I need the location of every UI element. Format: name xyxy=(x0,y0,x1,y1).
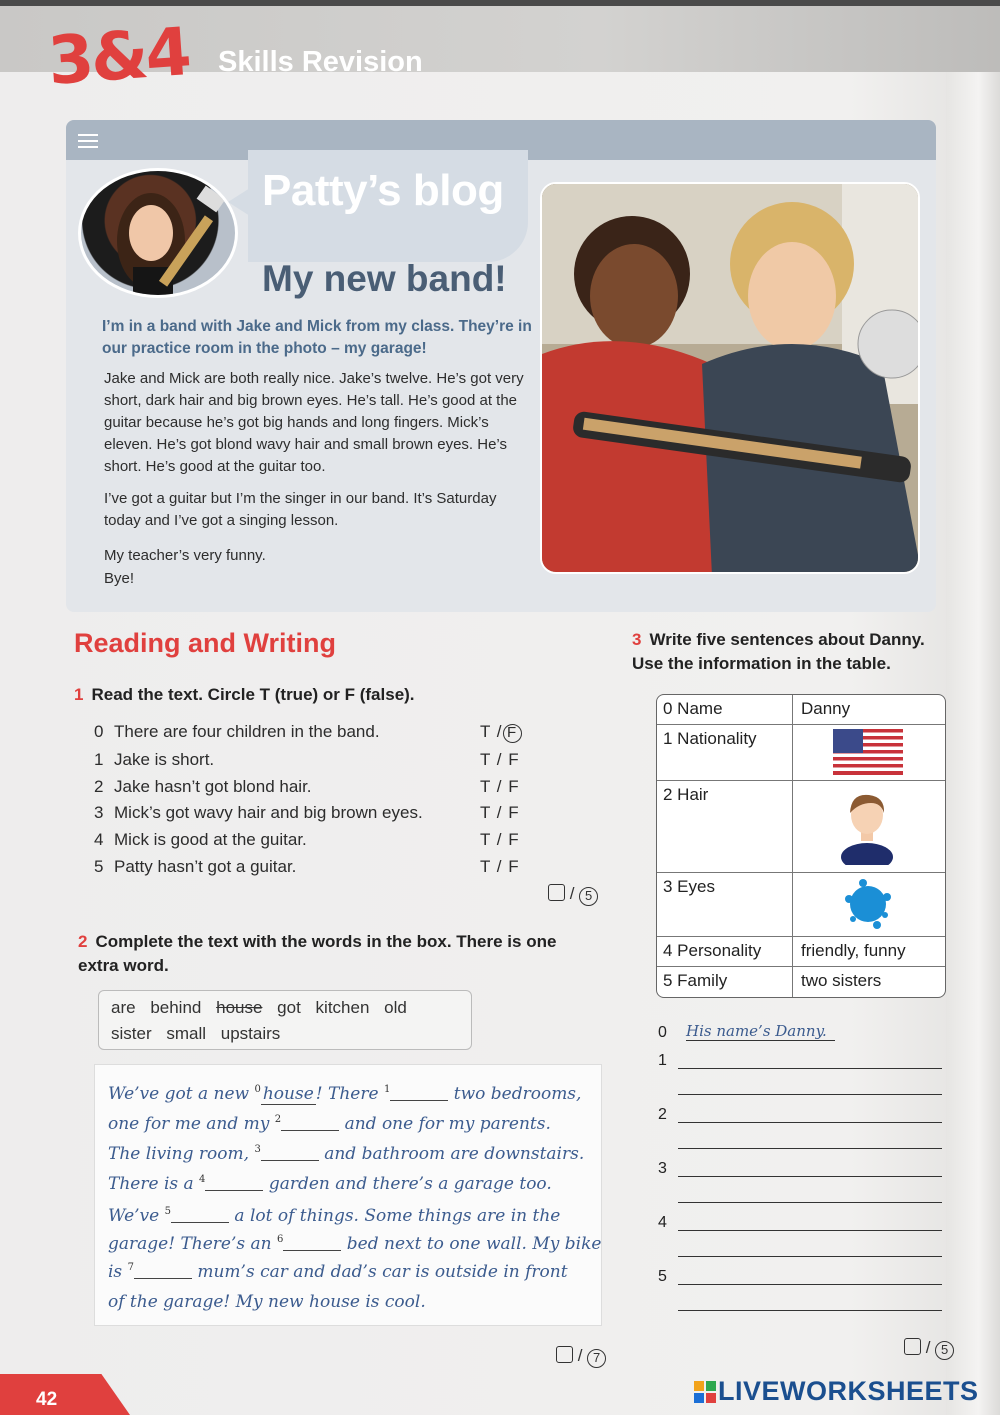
gap-number: 7 xyxy=(127,1262,134,1273)
section-title: Reading and Writing xyxy=(74,628,336,658)
answer-line-2a[interactable] xyxy=(678,1122,942,1123)
answer-line-4b[interactable] xyxy=(678,1256,942,1257)
gap-fill-line xyxy=(108,1234,602,1254)
gap-blank-5[interactable] xyxy=(171,1207,229,1223)
blog-paragraph: I’ve got a guitar but I’m the singer in our band. It’s Saturday today and I’ve got a singing lesson. xyxy=(104,490,497,529)
word: upstairs xyxy=(220,1024,281,1043)
answer-number: 1 xyxy=(658,1052,667,1069)
q1-instruction-text: Read the text. Circle T (true) or F (false). xyxy=(91,685,415,704)
tf-false-circled[interactable]: F xyxy=(503,724,522,743)
gap-blank-1[interactable] xyxy=(390,1085,448,1101)
gap-fill-line xyxy=(108,1292,598,1312)
answer-line-4a[interactable] xyxy=(678,1230,942,1231)
gap-blank-4[interactable] xyxy=(205,1175,263,1191)
q3-instruction xyxy=(632,628,942,676)
gap-text: and one for my parents. xyxy=(339,1114,551,1134)
word: are xyxy=(111,998,136,1017)
gap-number: 3 xyxy=(254,1144,261,1155)
word: old xyxy=(384,998,407,1017)
patty-avatar xyxy=(78,168,238,298)
boy-short-hair-icon xyxy=(837,789,897,865)
gap-text: of the garage! My new house is cool. xyxy=(108,1292,426,1312)
gap-fill-line xyxy=(108,1144,598,1164)
q3-number: 3 xyxy=(632,630,642,649)
table-value xyxy=(793,873,945,936)
liveworksheets-logo xyxy=(694,1376,979,1407)
tf-true[interactable]: T / xyxy=(480,722,503,741)
q2-instruction-text: Complete the text with the words in the box. There is one extra word. xyxy=(78,932,557,975)
q2-instruction xyxy=(78,930,598,978)
unit-number: 3&4 xyxy=(45,13,191,100)
answer-line-1a[interactable] xyxy=(678,1068,942,1069)
example-answer: His name’s Danny. xyxy=(686,1022,835,1041)
tf-choice[interactable] xyxy=(480,722,522,743)
table-label: 0 Name xyxy=(657,695,793,724)
gap-number: 1 xyxy=(383,1084,391,1095)
gap-text: bed next to one wall. My bike xyxy=(341,1234,602,1254)
blog-paragraph: Jake and Mick are both really nice. Jake’s twelve. He’s got very short, dark hair and big brown eyes. He’s tall. He’s good at the guitar because he’s got big hands and long fingers. Mick’s eleven. He’s got blond wavy hair and small brown eyes. He’s short. He’s good at the guitar too. xyxy=(104,370,524,475)
brand-name: LIVEWORKSHEETS xyxy=(718,1376,979,1406)
tf-item-number: 4 xyxy=(94,830,104,849)
answer-line-5b[interactable] xyxy=(678,1310,942,1311)
blue-paint-splash-icon xyxy=(841,877,895,931)
gap-fill-line xyxy=(108,1174,598,1194)
table-value: friendly, funny xyxy=(801,941,906,960)
gap-fill-line xyxy=(108,1262,598,1282)
table-label: 5 Family xyxy=(657,967,793,997)
word: behind xyxy=(150,998,202,1017)
tf-item-text: There are four children in the band. xyxy=(114,722,380,741)
answer-line-2b[interactable] xyxy=(678,1148,942,1149)
gap-text: one for me and my xyxy=(108,1114,275,1134)
table-value: Danny xyxy=(801,699,851,718)
gap-blank-2[interactable] xyxy=(281,1115,339,1131)
word: got xyxy=(277,998,301,1017)
answer-line-5a[interactable] xyxy=(678,1284,942,1285)
gap-text: There is a xyxy=(108,1174,200,1194)
answer-number: 2 xyxy=(658,1106,667,1123)
table-row xyxy=(657,873,945,937)
gap-text: and bathroom are downstairs. xyxy=(318,1144,585,1164)
table-value xyxy=(793,725,945,780)
table-label: 2 Hair xyxy=(657,781,793,872)
word-box xyxy=(98,990,472,1050)
band-photo xyxy=(540,182,920,574)
gap-number: 0 xyxy=(254,1084,261,1095)
gap-text: is xyxy=(108,1262,128,1282)
tf-item-text: Jake is short. xyxy=(114,750,215,769)
tf-item-text: Mick’s got wavy hair and big brown eyes. xyxy=(114,803,423,822)
word: small xyxy=(166,1024,207,1043)
gap-example-answer: house xyxy=(262,1084,314,1104)
gap-text: We’ve xyxy=(108,1206,165,1226)
tf-item-number: 5 xyxy=(94,857,104,876)
tf-item-text: Mick is good at the guitar. xyxy=(114,830,307,849)
menu-icon xyxy=(78,134,98,148)
gap-blank-3[interactable] xyxy=(261,1145,319,1161)
gap-text: garage! There’s an xyxy=(108,1234,278,1254)
table-value xyxy=(793,781,945,872)
tf-item-number: 1 xyxy=(94,750,104,769)
gap-blank-6[interactable] xyxy=(283,1235,341,1251)
blog-title: Patty’s blog xyxy=(262,166,504,215)
tf-choice[interactable]: T / F xyxy=(480,830,520,849)
gap-text: two bedrooms, xyxy=(448,1084,582,1104)
unit-title: Skills Revision xyxy=(218,46,423,78)
score-max: 7 xyxy=(587,1349,606,1368)
table-label: 3 Eyes xyxy=(657,873,793,936)
tf-item xyxy=(94,803,524,829)
score-box[interactable] xyxy=(904,1338,921,1355)
score-box[interactable] xyxy=(548,884,565,901)
gap-number: 5 xyxy=(164,1206,171,1217)
q2-score: / 7 xyxy=(556,1346,606,1368)
table-label: 1 Nationality xyxy=(657,725,793,780)
tf-item-number: 3 xyxy=(94,803,104,822)
tf-choice[interactable]: T / F xyxy=(480,803,520,822)
tf-choice[interactable]: T / F xyxy=(480,857,520,876)
gap-text: We’ve got a new xyxy=(108,1084,255,1104)
word: kitchen xyxy=(315,998,370,1017)
gap-number: 2 xyxy=(274,1114,282,1125)
table-row xyxy=(657,781,945,873)
answer-number: 4 xyxy=(658,1214,667,1231)
answer-line-1b[interactable] xyxy=(678,1094,942,1095)
us-flag-icon xyxy=(833,729,903,775)
score-max: 5 xyxy=(579,887,598,906)
table-row xyxy=(657,967,945,997)
gap-number: 4 xyxy=(199,1174,206,1185)
page-number: 42 xyxy=(36,1389,58,1410)
q3-instruction-text: Write five sentences about Danny. Use the information in the table. xyxy=(632,630,925,673)
tf-item xyxy=(94,830,524,856)
danny-info-table xyxy=(656,694,946,998)
word-used: house xyxy=(216,998,263,1017)
table-value: two sisters xyxy=(801,971,882,990)
liveworksheets-icon xyxy=(694,1381,716,1403)
word: sister xyxy=(111,1024,152,1043)
table-row xyxy=(657,725,945,781)
gap-text: a lot of things. Some things are in the xyxy=(229,1206,561,1226)
tf-item-text: Jake hasn’t got blond hair. xyxy=(114,777,312,796)
gap-fill-line xyxy=(108,1114,598,1134)
tf-item-number: 2 xyxy=(94,777,104,796)
gap-fill-line xyxy=(108,1206,598,1226)
q1-number: 1 xyxy=(74,685,84,704)
tf-choice[interactable]: T / F xyxy=(480,777,520,796)
gap-text: ! There xyxy=(315,1084,384,1104)
gap-text: garden and there’s a garage too. xyxy=(263,1174,552,1194)
blog-intro: I’m in a band with Jake and Mick from my class. They’re in our practice room in the photo – my garage! xyxy=(102,318,532,357)
gap-number: 6 xyxy=(277,1234,284,1245)
tf-item xyxy=(94,750,524,776)
tf-item-text: Patty hasn’t got a guitar. xyxy=(114,857,297,876)
q3-score: / 5 xyxy=(904,1338,954,1360)
tf-item xyxy=(94,857,524,883)
blog-paragraph: My teacher’s very funny. xyxy=(104,547,266,564)
tf-item xyxy=(94,777,524,803)
blog-subtitle: My new band! xyxy=(262,258,507,299)
answer-number: 5 xyxy=(658,1268,667,1285)
tf-item-number: 0 xyxy=(94,722,104,741)
q1-instruction xyxy=(74,683,415,707)
gap-text: mum’s car and dad’s car is outside in front xyxy=(191,1262,568,1282)
table-row xyxy=(657,695,945,725)
answer-number: 3 xyxy=(658,1160,667,1177)
table-label: 4 Personality xyxy=(657,937,793,966)
score-max: 5 xyxy=(935,1341,954,1360)
answer-line-3a[interactable] xyxy=(678,1176,942,1177)
table-row xyxy=(657,937,945,967)
score-box[interactable] xyxy=(556,1346,573,1363)
page-number-tag xyxy=(0,1374,130,1415)
q2-number: 2 xyxy=(78,932,88,951)
gap-fill-line xyxy=(108,1084,598,1104)
tf-item xyxy=(94,722,524,748)
q1-score: / 5 xyxy=(548,884,598,906)
page-edge xyxy=(946,0,1000,1415)
gap-text: The living room, xyxy=(108,1144,255,1164)
answer-line-3b[interactable] xyxy=(678,1202,942,1203)
blog-paragraph: Bye! xyxy=(104,570,135,587)
tf-choice[interactable]: T / F xyxy=(480,750,520,769)
answer-number: 0 xyxy=(658,1024,667,1041)
gap-blank-7[interactable] xyxy=(134,1263,192,1279)
